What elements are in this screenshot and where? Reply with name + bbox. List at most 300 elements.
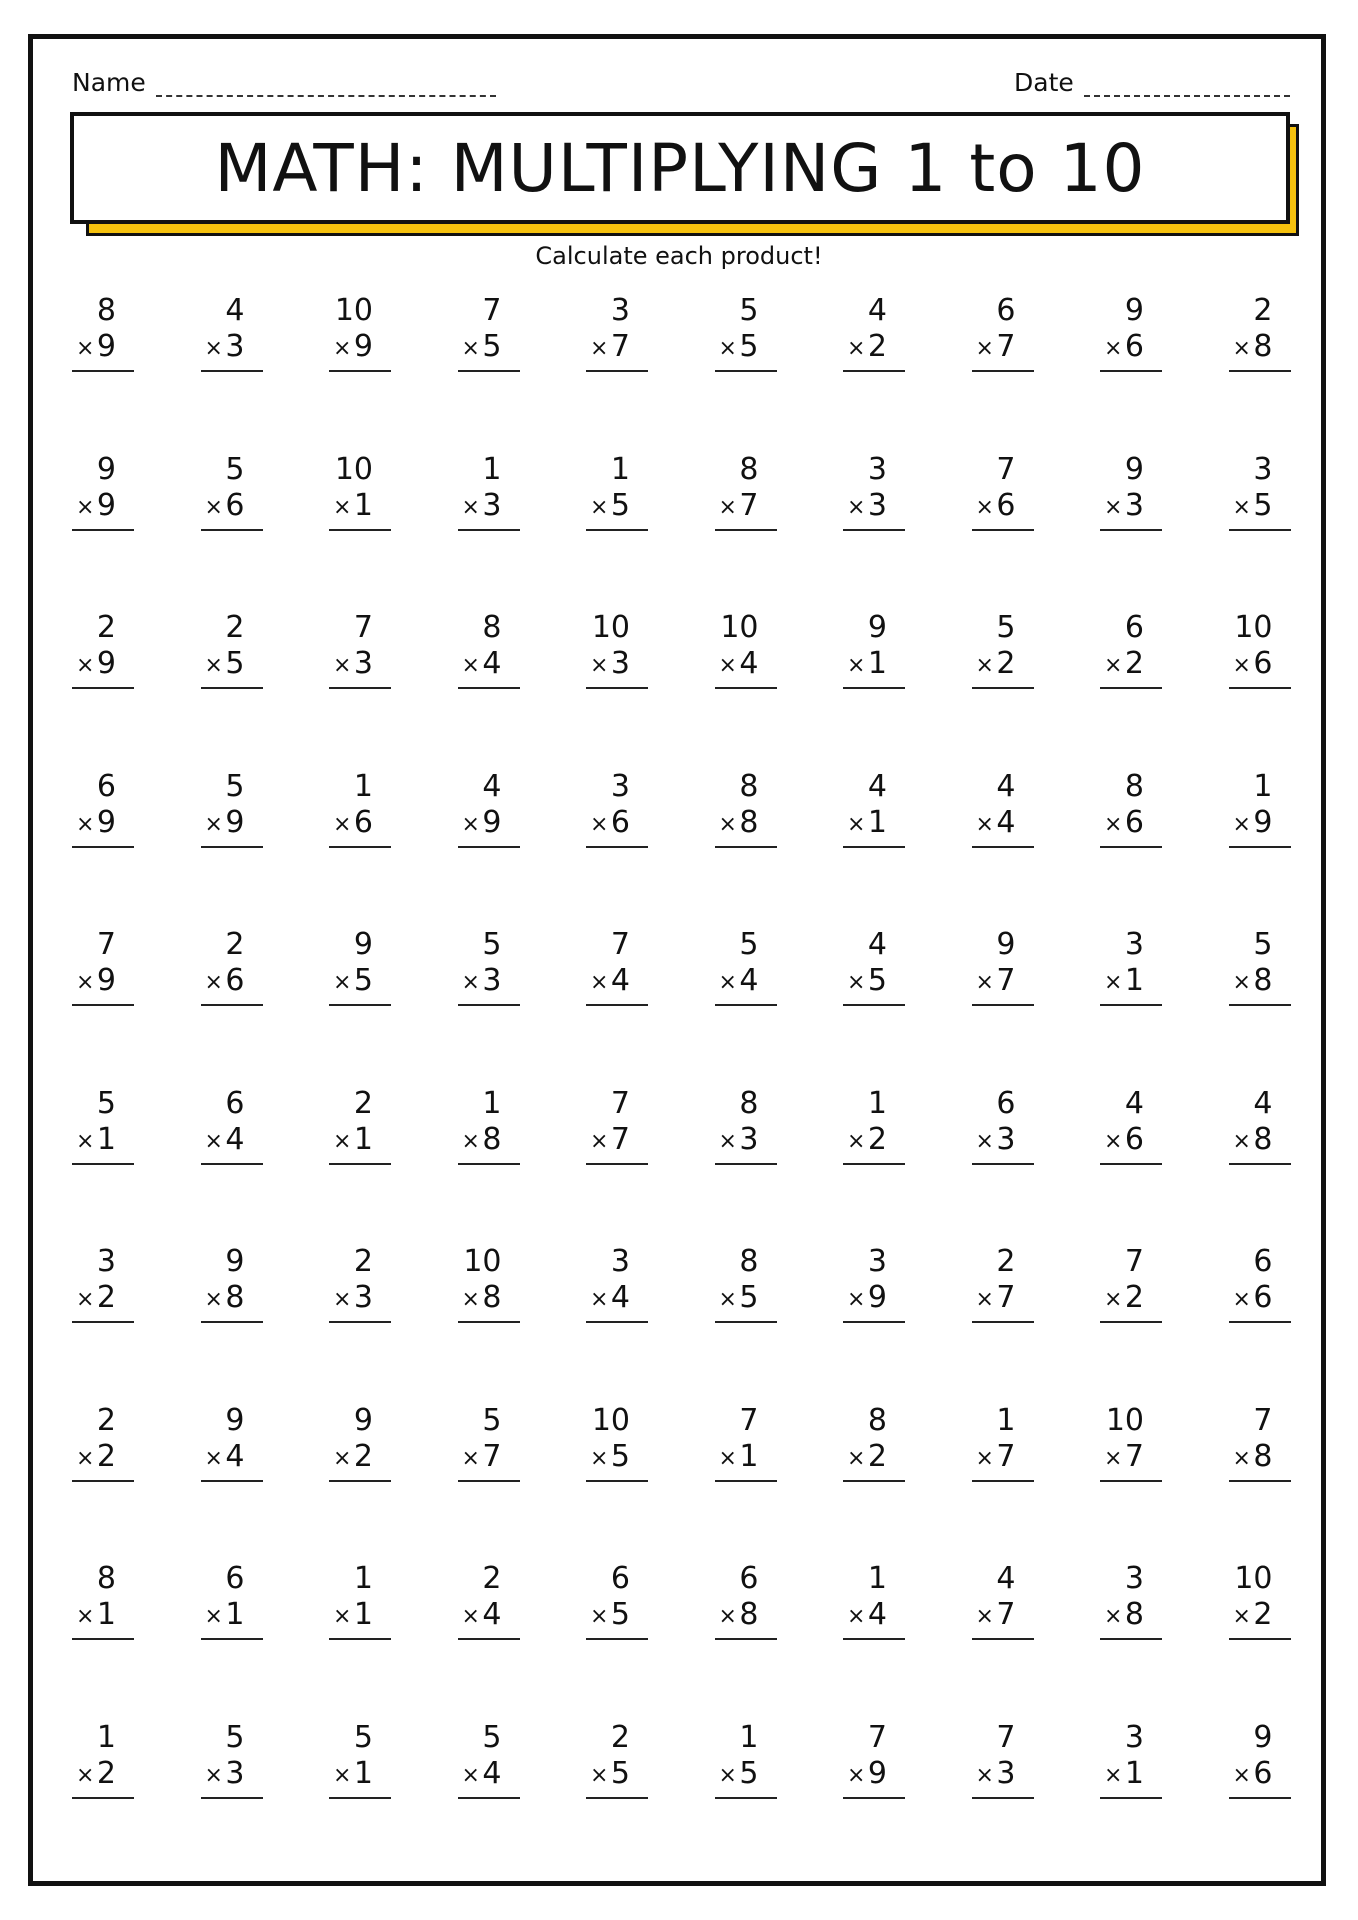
- answer-line[interactable]: [72, 529, 134, 531]
- multiplier-row: [201, 330, 263, 364]
- multiplier: 2: [96, 1755, 116, 1791]
- times-symbol: ×: [590, 1445, 609, 1471]
- answer-line[interactable]: [1229, 1638, 1291, 1640]
- answer-line[interactable]: [715, 1797, 777, 1799]
- problem-3-5: [586, 611, 648, 691]
- problem-1-8: [972, 294, 1034, 374]
- answer-line[interactable]: [1229, 1480, 1291, 1482]
- answer-line[interactable]: [1100, 687, 1162, 689]
- answer-line[interactable]: [329, 1480, 391, 1482]
- multiplier: 6: [1253, 1755, 1273, 1791]
- multiplicand: 6: [225, 1085, 245, 1121]
- problem-2-5: [586, 453, 648, 533]
- problem-6-3: [329, 1087, 391, 1167]
- multiplicand: 8: [96, 293, 116, 328]
- problem-2-2: [201, 453, 263, 533]
- multiplier-row: [1229, 806, 1291, 840]
- answer-line[interactable]: [1100, 370, 1162, 372]
- multiplier: 3: [482, 487, 502, 523]
- multiplier-row: [586, 806, 648, 840]
- answer-line[interactable]: [586, 1797, 648, 1799]
- answer-line[interactable]: [715, 370, 777, 372]
- answer-line[interactable]: [458, 1004, 520, 1006]
- answer-line[interactable]: [329, 1638, 391, 1640]
- times-symbol: ×: [718, 1128, 737, 1154]
- problem-9-6: [715, 1562, 777, 1642]
- multiplier-row: [458, 1440, 520, 1474]
- multiplicand: 9: [867, 610, 887, 645]
- multiplier: 5: [867, 963, 887, 998]
- answer-line[interactable]: [72, 846, 134, 848]
- multiplier-row: [715, 1598, 777, 1632]
- problem-6-9: [1100, 1087, 1162, 1167]
- multiplier: 7: [996, 1597, 1016, 1632]
- problem-10-3: [329, 1721, 391, 1801]
- problem-7-5: [586, 1245, 648, 1325]
- answer-line[interactable]: [972, 1163, 1034, 1165]
- multiplier: 7: [996, 963, 1016, 998]
- multiplier: 2: [867, 329, 887, 364]
- answer-line[interactable]: [201, 1163, 263, 1165]
- answer-line[interactable]: [72, 370, 134, 372]
- answer-line[interactable]: [1100, 529, 1162, 531]
- multiplier-row: [972, 330, 1034, 364]
- multiplier: 1: [96, 1121, 116, 1157]
- answer-line[interactable]: [458, 1480, 520, 1482]
- problem-4-6: [715, 770, 777, 850]
- times-symbol: ×: [975, 811, 994, 837]
- times-symbol: ×: [76, 811, 95, 837]
- answer-line[interactable]: [201, 846, 263, 848]
- multiplier: 9: [96, 487, 116, 523]
- multiplier: 1: [353, 1597, 373, 1632]
- answer-line[interactable]: [715, 1638, 777, 1640]
- answer-line[interactable]: [72, 1004, 134, 1006]
- answer-line[interactable]: [715, 846, 777, 848]
- problem-3-8: [972, 611, 1034, 691]
- answer-line[interactable]: [458, 1321, 520, 1323]
- answer-line[interactable]: [1100, 1321, 1162, 1323]
- answer-line[interactable]: [458, 529, 520, 531]
- times-symbol: ×: [975, 970, 994, 995]
- multiplicand: 5: [225, 451, 245, 487]
- problem-7-2: [201, 1245, 263, 1325]
- problem-8-1: [72, 1404, 134, 1484]
- answer-line[interactable]: [1100, 1638, 1162, 1640]
- answer-line[interactable]: [329, 370, 391, 372]
- multiplier-row: [715, 1123, 777, 1157]
- multiplicand: 1: [1253, 768, 1273, 804]
- multiplier: 6: [225, 963, 245, 998]
- problem-9-7: [843, 1562, 905, 1642]
- answer-line[interactable]: [329, 1797, 391, 1799]
- times-symbol: ×: [461, 1762, 480, 1788]
- multiplier: 6: [610, 804, 630, 840]
- answer-line[interactable]: [715, 1480, 777, 1482]
- answer-line[interactable]: [1100, 1004, 1162, 1006]
- answer-line[interactable]: [715, 1004, 777, 1006]
- answer-line[interactable]: [201, 1797, 263, 1799]
- multiplier: 6: [353, 804, 373, 840]
- multiplier: 9: [867, 1280, 887, 1315]
- multiplier-row: [72, 1757, 134, 1791]
- answer-line[interactable]: [972, 1004, 1034, 1006]
- multiplicand: 5: [482, 927, 502, 962]
- times-symbol: ×: [590, 811, 609, 837]
- answer-line[interactable]: [586, 846, 648, 848]
- answer-line[interactable]: [72, 687, 134, 689]
- answer-line[interactable]: [1100, 846, 1162, 848]
- times-symbol: ×: [1104, 1762, 1123, 1788]
- problem-8-9: [1100, 1404, 1162, 1484]
- answer-line[interactable]: [458, 1163, 520, 1165]
- multiplicand: 9: [96, 451, 116, 487]
- multiplier: 2: [1124, 1280, 1144, 1315]
- page-title: MATH: MULTIPLYING 1 to 10: [214, 129, 1146, 207]
- multiplier: 3: [353, 1280, 373, 1315]
- problem-5-6: [715, 928, 777, 1008]
- multiplier-row: [201, 647, 263, 681]
- multiplier-row: [1229, 1440, 1291, 1474]
- multiplier: 5: [610, 1438, 630, 1474]
- times-symbol: ×: [1232, 336, 1251, 361]
- problem-2-3: [329, 453, 391, 533]
- multiplier: 7: [482, 1438, 502, 1474]
- answer-line[interactable]: [843, 1797, 905, 1799]
- multiplicand: 1: [482, 1085, 502, 1121]
- answer-line[interactable]: [843, 687, 905, 689]
- multiplier-row: [1100, 1123, 1162, 1157]
- multiplicand: 7: [996, 1719, 1016, 1755]
- multiplier-row: [843, 964, 905, 998]
- times-symbol: ×: [975, 1604, 994, 1629]
- multiplier-row: [972, 1440, 1034, 1474]
- times-symbol: ×: [204, 1287, 223, 1312]
- multiplier-row: [329, 806, 391, 840]
- answer-line[interactable]: [329, 1004, 391, 1006]
- multiplicand: 6: [996, 293, 1016, 328]
- multiplier: 9: [867, 1755, 887, 1791]
- answer-line[interactable]: [972, 687, 1034, 689]
- answer-line[interactable]: [201, 687, 263, 689]
- answer-line[interactable]: [972, 1638, 1034, 1640]
- problem-10-6: [715, 1721, 777, 1801]
- multiplier: 6: [1124, 329, 1144, 364]
- multiplier-row: [1100, 330, 1162, 364]
- multiplier: 8: [1253, 963, 1273, 998]
- multiplicand: 9: [1124, 293, 1144, 328]
- answer-line[interactable]: [1229, 529, 1291, 531]
- answer-line[interactable]: [715, 529, 777, 531]
- times-symbol: ×: [333, 1128, 352, 1154]
- answer-line[interactable]: [201, 1004, 263, 1006]
- multiplicand: 1: [739, 1719, 759, 1755]
- title-box: [70, 112, 1290, 224]
- answer-line[interactable]: [843, 1004, 905, 1006]
- answer-line[interactable]: [586, 1480, 648, 1482]
- problem-2-10: [1229, 453, 1291, 533]
- multiplier-row: [458, 489, 520, 523]
- multiplier-row: [715, 1757, 777, 1791]
- multiplicand: 2: [225, 610, 245, 645]
- answer-line[interactable]: [458, 687, 520, 689]
- times-symbol: ×: [204, 1128, 223, 1154]
- answer-line[interactable]: [972, 370, 1034, 372]
- multiplier: 5: [225, 646, 245, 681]
- multiplier-row: [458, 964, 520, 998]
- answer-line[interactable]: [586, 1163, 648, 1165]
- answer-line[interactable]: [72, 1797, 134, 1799]
- multiplier-row: [1229, 647, 1291, 681]
- answer-line[interactable]: [1229, 687, 1291, 689]
- multiplicand: 5: [225, 768, 245, 804]
- answer-line[interactable]: [201, 1638, 263, 1640]
- multiplicand: 8: [739, 451, 759, 487]
- answer-line[interactable]: [843, 1163, 905, 1165]
- answer-line[interactable]: [1229, 370, 1291, 372]
- problem-6-10: [1229, 1087, 1291, 1167]
- answer-line[interactable]: [586, 687, 648, 689]
- problem-9-4: [458, 1562, 520, 1642]
- answer-line[interactable]: [715, 1163, 777, 1165]
- multiplier-row: [201, 489, 263, 523]
- multiplicand: 8: [96, 1561, 116, 1596]
- answer-line[interactable]: [458, 1797, 520, 1799]
- multiplier-row: [1229, 1123, 1291, 1157]
- times-symbol: ×: [1232, 1604, 1251, 1629]
- answer-line[interactable]: [72, 1480, 134, 1482]
- problem-6-7: [843, 1087, 905, 1167]
- multiplier: 3: [225, 329, 245, 364]
- times-symbol: ×: [847, 811, 866, 837]
- multiplier-row: [1100, 1440, 1162, 1474]
- times-symbol: ×: [204, 336, 223, 361]
- date-blank-line[interactable]: [1084, 71, 1290, 97]
- answer-line[interactable]: [329, 1321, 391, 1323]
- problem-1-9: [1100, 294, 1162, 374]
- multiplier: 7: [996, 1438, 1016, 1474]
- answer-line[interactable]: [972, 529, 1034, 531]
- multiplicand: 8: [1124, 768, 1144, 804]
- multiplier-row: [458, 1757, 520, 1791]
- problem-9-5: [586, 1562, 648, 1642]
- multiplicand: 3: [1253, 451, 1273, 487]
- multiplier: 6: [1124, 804, 1144, 840]
- answer-line[interactable]: [201, 1321, 263, 1323]
- multiplicand: 2: [96, 610, 116, 645]
- multiplier-row: [715, 489, 777, 523]
- answer-line[interactable]: [586, 1004, 648, 1006]
- multiplicand: 5: [225, 1719, 245, 1755]
- multiplier-row: [329, 1598, 391, 1632]
- problem-5-8: [972, 928, 1034, 1008]
- multiplicand: 1: [96, 1719, 116, 1755]
- answer-line[interactable]: [458, 1638, 520, 1640]
- times-symbol: ×: [847, 970, 866, 995]
- multiplier: 1: [867, 646, 887, 681]
- multiplier: 3: [867, 487, 887, 523]
- answer-line[interactable]: [329, 1163, 391, 1165]
- answer-line[interactable]: [1100, 1797, 1162, 1799]
- answer-line[interactable]: [972, 1797, 1034, 1799]
- answer-line[interactable]: [329, 846, 391, 848]
- answer-line[interactable]: [201, 1480, 263, 1482]
- problem-8-10: [1229, 1404, 1291, 1484]
- answer-line[interactable]: [72, 1163, 134, 1165]
- multiplier-row: [201, 806, 263, 840]
- answer-line[interactable]: [201, 370, 263, 372]
- multiplicand: 5: [739, 927, 759, 962]
- multiplier-row: [843, 1598, 905, 1632]
- answer-line[interactable]: [1229, 846, 1291, 848]
- multiplier-row: [586, 489, 648, 523]
- problem-8-2: [201, 1404, 263, 1484]
- answer-line[interactable]: [586, 370, 648, 372]
- times-symbol: ×: [1232, 970, 1251, 995]
- answer-line[interactable]: [586, 1321, 648, 1323]
- multiplier: 4: [996, 804, 1016, 840]
- multiplier: 8: [482, 1280, 502, 1315]
- answer-line[interactable]: [586, 529, 648, 531]
- answer-line[interactable]: [1229, 1163, 1291, 1165]
- multiplier: 1: [1124, 1755, 1144, 1791]
- multiplier-row: [586, 1757, 648, 1791]
- date-label: Date: [1014, 68, 1074, 97]
- answer-line[interactable]: [843, 370, 905, 372]
- answer-line[interactable]: [1229, 1797, 1291, 1799]
- answer-line[interactable]: [329, 687, 391, 689]
- times-symbol: ×: [590, 494, 609, 520]
- answer-line[interactable]: [843, 1321, 905, 1323]
- problem-9-10: [1229, 1562, 1291, 1642]
- multiplier-row: [586, 1123, 648, 1157]
- problem-9-8: [972, 1562, 1034, 1642]
- multiplier-row: [201, 1757, 263, 1791]
- multiplicand: 6: [1253, 1244, 1273, 1279]
- problem-10-4: [458, 1721, 520, 1801]
- multiplicand: 10: [1105, 1402, 1144, 1438]
- answer-line[interactable]: [843, 529, 905, 531]
- answer-line[interactable]: [843, 846, 905, 848]
- multiplicand: 10: [334, 451, 373, 487]
- multiplicand: 9: [1124, 451, 1144, 487]
- multiplier-row: [1100, 489, 1162, 523]
- multiplicand: 10: [1234, 610, 1273, 645]
- problem-2-7: [843, 453, 905, 533]
- times-symbol: ×: [461, 970, 480, 995]
- problem-1-10: [1229, 294, 1291, 374]
- problem-3-4: [458, 611, 520, 691]
- answer-line[interactable]: [458, 370, 520, 372]
- times-symbol: ×: [204, 970, 223, 995]
- multiplier: 3: [482, 963, 502, 998]
- problem-1-5: [586, 294, 648, 374]
- problem-9-2: [201, 1562, 263, 1642]
- multiplier-row: [843, 330, 905, 364]
- answer-line[interactable]: [1100, 1480, 1162, 1482]
- multiplicand: 1: [996, 1402, 1016, 1438]
- answer-line[interactable]: [972, 1321, 1034, 1323]
- multiplicand: 5: [482, 1402, 502, 1438]
- answer-line[interactable]: [329, 529, 391, 531]
- answer-line[interactable]: [843, 1480, 905, 1482]
- times-symbol: ×: [1232, 1287, 1251, 1312]
- answer-line[interactable]: [843, 1638, 905, 1640]
- multiplier-row: [715, 1281, 777, 1315]
- multiplicand: 7: [482, 293, 502, 328]
- multiplier: 5: [739, 1755, 759, 1791]
- answer-line[interactable]: [715, 1321, 777, 1323]
- answer-line[interactable]: [458, 846, 520, 848]
- problem-5-2: [201, 928, 263, 1008]
- multiplier: 5: [739, 1280, 759, 1315]
- multiplier: 2: [96, 1280, 116, 1315]
- times-symbol: ×: [590, 1762, 609, 1788]
- date-field: [1014, 68, 1290, 97]
- answer-line[interactable]: [72, 1638, 134, 1640]
- multiplier-row: [1100, 1281, 1162, 1315]
- answer-line[interactable]: [1229, 1321, 1291, 1323]
- multiplier-row: [458, 1281, 520, 1315]
- multiplier: 7: [996, 1280, 1016, 1315]
- name-label: Name: [72, 68, 146, 97]
- multiplier: 9: [96, 646, 116, 681]
- multiplier-row: [586, 964, 648, 998]
- answer-line[interactable]: [586, 1638, 648, 1640]
- multiplicand: 3: [867, 1244, 887, 1279]
- answer-line[interactable]: [972, 846, 1034, 848]
- answer-line[interactable]: [1100, 1163, 1162, 1165]
- problem-4-9: [1100, 770, 1162, 850]
- multiplicand: 2: [610, 1719, 630, 1755]
- problem-4-10: [1229, 770, 1291, 850]
- multiplicand: 2: [96, 1402, 116, 1438]
- times-symbol: ×: [718, 1287, 737, 1312]
- answer-line[interactable]: [1229, 1004, 1291, 1006]
- problem-8-4: [458, 1404, 520, 1484]
- multiplicand: 1: [867, 1085, 887, 1121]
- problem-8-7: [843, 1404, 905, 1484]
- answer-line[interactable]: [201, 529, 263, 531]
- times-symbol: ×: [718, 336, 737, 361]
- problem-10-5: [586, 1721, 648, 1801]
- answer-line[interactable]: [715, 687, 777, 689]
- multiplier: 1: [353, 1755, 373, 1791]
- multiplier: 2: [1253, 1597, 1273, 1632]
- problem-5-3: [329, 928, 391, 1008]
- multiplier-row: [1229, 1757, 1291, 1791]
- name-blank-line[interactable]: [156, 71, 496, 97]
- multiplier-row: [72, 1123, 134, 1157]
- times-symbol: ×: [333, 1762, 352, 1788]
- multiplier-row: [843, 1757, 905, 1791]
- times-symbol: ×: [718, 1445, 737, 1471]
- times-symbol: ×: [1232, 1762, 1251, 1788]
- multiplicand: 8: [739, 768, 759, 804]
- problem-7-6: [715, 1245, 777, 1325]
- multiplier-row: [715, 806, 777, 840]
- times-symbol: ×: [847, 1604, 866, 1629]
- multiplier: 3: [610, 646, 630, 681]
- times-symbol: ×: [590, 653, 609, 678]
- multiplier-row: [1100, 1757, 1162, 1791]
- problem-5-1: [72, 928, 134, 1008]
- answer-line[interactable]: [72, 1321, 134, 1323]
- multiplier: 8: [482, 1121, 502, 1157]
- multiplicand: 3: [610, 768, 630, 804]
- times-symbol: ×: [1232, 1445, 1251, 1471]
- answer-line[interactable]: [972, 1480, 1034, 1482]
